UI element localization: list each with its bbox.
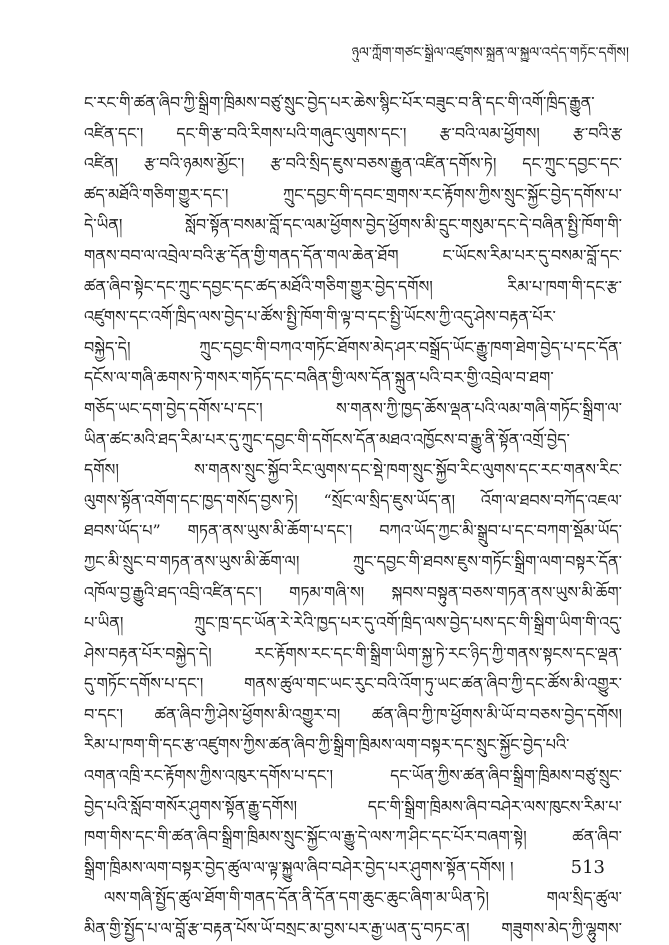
text-line: ང་རང་གི་ཚན་ཞིབ་ཀྱི་སྒྲིག་ཁྲིམས་བཙུ་སྲུང་བྱེད་པར་ཆེས་སྙིང་པོར་བཟུང་བ་ནི་དང་གི་འགོ་ཁྲིད་རྒྱུན་ <box>84 93 595 112</box>
text-line: མིན་གྱི་སྤྱོད་པ་ལ་བློ་རྩ་བརྟན་པོས་ཡོ་བསྲང་མ་བྱས་པར་རྒྱ་ཡན་དུ་བཏང་ན། གཟུགས་མེད་ཀྱི་ལྷུགས་ <box>84 919 622 939</box>
page-number: 513 <box>570 857 605 878</box>
text-line: དེ་ཡིན། སློབ་སྟོན་བསམ་བློ་དང་ལམ་ཕྱོགས་བྱེད་ཕྱོགས་མི་དྲུང་གསུམ་དང་དེ་བཞིན་སྤྱི་ཁོག་གི་ <box>84 215 622 235</box>
text-line: དངོས་ལ་གཞི་ཆགས་ཏེ་གསར་གཏོད་དང་བཞིན་གྱི་ལས་དོན་སྐྲུན་པའི་བར་གྱི་འབྲེལ་བ་ཐག་ <box>84 368 554 388</box>
paragraph-start-line: ལས་གཞི་སྤྱོད་ཚུལ་ཐོག་གི་གནད་དོན་ནི་དོན་དག་ཆུང་ཆུང་ཞིག་མ་ཡིན་ཏེ། གལ་སྲིད་ཚུལ་ <box>104 888 622 908</box>
text-line: རིམ་པ་ཁག་གི་དང་རྩ་འཛུགས་ཀྱིས་ཚན་ཞིབ་ཀྱི་སྒྲིག་ཁྲིམས་ལག་བསྟར་དང་སྲུང་སྐྱོང་བྱེད་པའི་ <box>84 735 570 755</box>
text-line: པ་ཡིན། ཀྲུང་ཁྲ་དང་ཡོན་རེ་རེའི་ཁྱད་པར་དུ་འགོ་ཁྲིད་ལས་བྱེད་པས་དང་གི་སྒྲིག་ཡིག་གི་འདུ་ <box>84 613 622 633</box>
text-line: དུ་གཏོང་དགོས་པ་དང་། གནས་ཚུལ་གང་ཡང་རུང་བའི་འོག་ཏུ་ཡང་ཚན་ཞིབ་ཀྱི་དང་ཚོས་མི་འགྱུར་ <box>84 674 622 694</box>
text-line: ཀྱང་མི་སྲུང་བ་གཏན་ནས་ཡུས་མི་ཆོག་ལ། ཀྲུང་དབྱང་གི་ཐབས་ཇུས་གཏོང་སྒྲིག་ལག་བསྟར་དོན་ <box>84 551 622 571</box>
text-line: གཅོད་ཡང་དག་བྱེད་དགོས་པ་དང་། ས་གནས་ཀྱི་ཁྱད་ཆོས་ལྡན་པའི་ལམ་གཞི་གཏོང་སྒྲིག་ལ་ <box>84 398 622 418</box>
text-line: འཁོལ་བྱ་རྒྱུའི་ཐད་འབྲི་འཛིན་དང་། གཏམ་གཞི་ས། སྐབས་བསྟུན་བཅས་གཏན་ནས་ཡུས་མི་ཆོག་ <box>84 582 622 602</box>
text-line: འགན་འཁྲི་རང་རྟོགས་ཀྱིས་འཁུར་དགོས་པ་དང་། དང་ཡོན་ཀྱིས་ཚན་ཞིབ་སྒྲིག་ཁྲིམས་བཙུ་སྲུང་ <box>84 766 622 786</box>
text-line: ཐབས་ཡོད་པ” གཏན་ནས་ཡུས་མི་ཆོག་པ་དང་། བཀའ་ཡོད་ཀྱང་མི་སྒྲུབ་པ་དང་བཀག་སྡོམ་ཡོད་ <box>84 521 622 541</box>
paragraph-end-line: སྒྲིག་ཁྲིམས་ལག་བསྟར་བྱེད་ཚུལ་ལ་ལྟ་སྐྱུལ་ཞིབ་བཤེར་བྱེད་པར་ཤུགས་སྟོན་དགོས། ། <box>84 857 514 877</box>
text-line: ཁག་གིས་དང་གི་ཚན་ཞིབ་སྒྲིག་ཁྲིམས་སྲུང་སྐྱོང་ལ་རྒྱུ་དེ་ལས་ཀ་ཤིང་དང་པོར་བཞག་སྟེ། ཚན་ཞིབ་ <box>84 827 622 847</box>
text-line: བྱེད་པའི་སློབ་གསོར་ཤུགས་སྟོན་རྒྱུ་དགོས། དང་གི་སྒྲིག་ཁྲིམས་ཞིབ་བཤེར་ལས་ཁུངས་རིམ་པ་ <box>84 796 622 816</box>
running-header: ཉུལ་ཀློག་གཙང་སྒྲིལ་འཛུགས་སྐྲུན་ལ་སྐྱུལ་འདེད་གཏོང་དགོས། <box>351 45 629 61</box>
text-line: གནས་བབ་ལ་འབྲེལ་བའི་རྩ་དོན་གྱི་གནད་དོན་གལ་ཆེན་ཐོག ང་ཡོངས་རིམ་པར་དུ་བསམ་བློ་དང་ <box>84 245 622 265</box>
text-line: འཛིན། རྩ་བའི་ཉམས་མྱོང་། རྩ་བའི་སྲིད་ཇུས་བཅས་རྒྱུན་འཛིན་དགོས་ཏེ། དང་ཀྲུང་དབྱང་དང་ <box>84 154 622 174</box>
text-line: བསྐྱེད་དེ། ཀྲུང་དབྱང་གི་བཀའ་གཏོང་ཐོགས་མེད་ཤར་བསྒྲོད་ཡོང་རྒྱུ་ཁག་ཐེག་བྱེད་པ་དང་དོན་ <box>84 337 622 357</box>
text-line: ཚད་མཐོའི་གཅིག་གྱུར་དང་། ཀྲུང་དབྱང་གི་དབང་གྲགས་རང་རྟོགས་ཀྱིས་སྲུང་སྐྱོང་བྱེད་དགོས་པ་ <box>84 184 622 204</box>
text-line: ལུགས་སྟོན་འགོག་དང་ཁྱད་གསོད་བྱས་ཏེ། “སྲོང་ལ་སྲིད་ཇུས་ཡོད་ན། འོག་ལ་ཐབས་བཀོད་འཇལ་ <box>84 490 622 510</box>
text-line: བ་དང་། ཚན་ཞིབ་ཀྱི་ཤེས་ཕྱོགས་མི་འགྱུར་བ། ཚན་ཞིབ་ཀྱི་ཁ་ཕྱོགས་མི་ཡོ་བ་བཅས་བྱེད་དགོས། <box>84 704 622 724</box>
body-text <box>84 88 622 945</box>
text-line: འཛིན་དང་། དང་གི་རྩ་བའི་རིགས་པའི་གཞུང་ལུགས་དང་། རྩ་བའི་ལམ་ཕྱོགས། རྩ་བའི་རྩ <box>84 123 622 143</box>
text-line: ཤེས་བརྟན་པོར་བསྐྱེད་དེ། རང་རྟོགས་རང་དང་གི་སྒྲིག་ཡིག་སྐྱ་ཏེ་རང་ཉིད་ཀྱི་གནས་སྟངས་དང་ལྡན་ <box>84 643 622 663</box>
text-line: ཡིན་ཚང་མའི་ཐད་རིམ་པར་དུ་ཀྲུང་དབྱང་གི་དགོངས་དོན་མཐའ་འཁྱོངས་བ་རྒྱུ་ནི་སྟོན་འགྲོ་བྱེད་ <box>84 429 570 449</box>
text-line: དགོས། ས་གནས་སྲུང་སྐྱོབ་རིང་ལུགས་དང་སྡེ་ཁག་སྲུང་སྐྱོབ་རིང་ལུགས་དང་རང་གནས་རིང་ <box>84 460 622 480</box>
text-line: ཚན་ཞིབ་སྟེང་དང་ཀྲུང་དབྱང་དང་ཚད་མཐོའི་གཅིག་གྱུར་བྱེད་དགོས། རིམ་པ་ཁག་གི་དང་རྩ་ <box>84 276 622 296</box>
text-line: འཛུགས་དང་འགོ་ཁྲིད་ལས་བྱེད་པ་ཚོས་སྤྱི་ཁོག་གི་ལྟ་བ་དང་སྤྱི་ཡོངས་ཀྱི་འདུ་ཤེས་བརྟན་པོར་ <box>84 307 556 327</box>
